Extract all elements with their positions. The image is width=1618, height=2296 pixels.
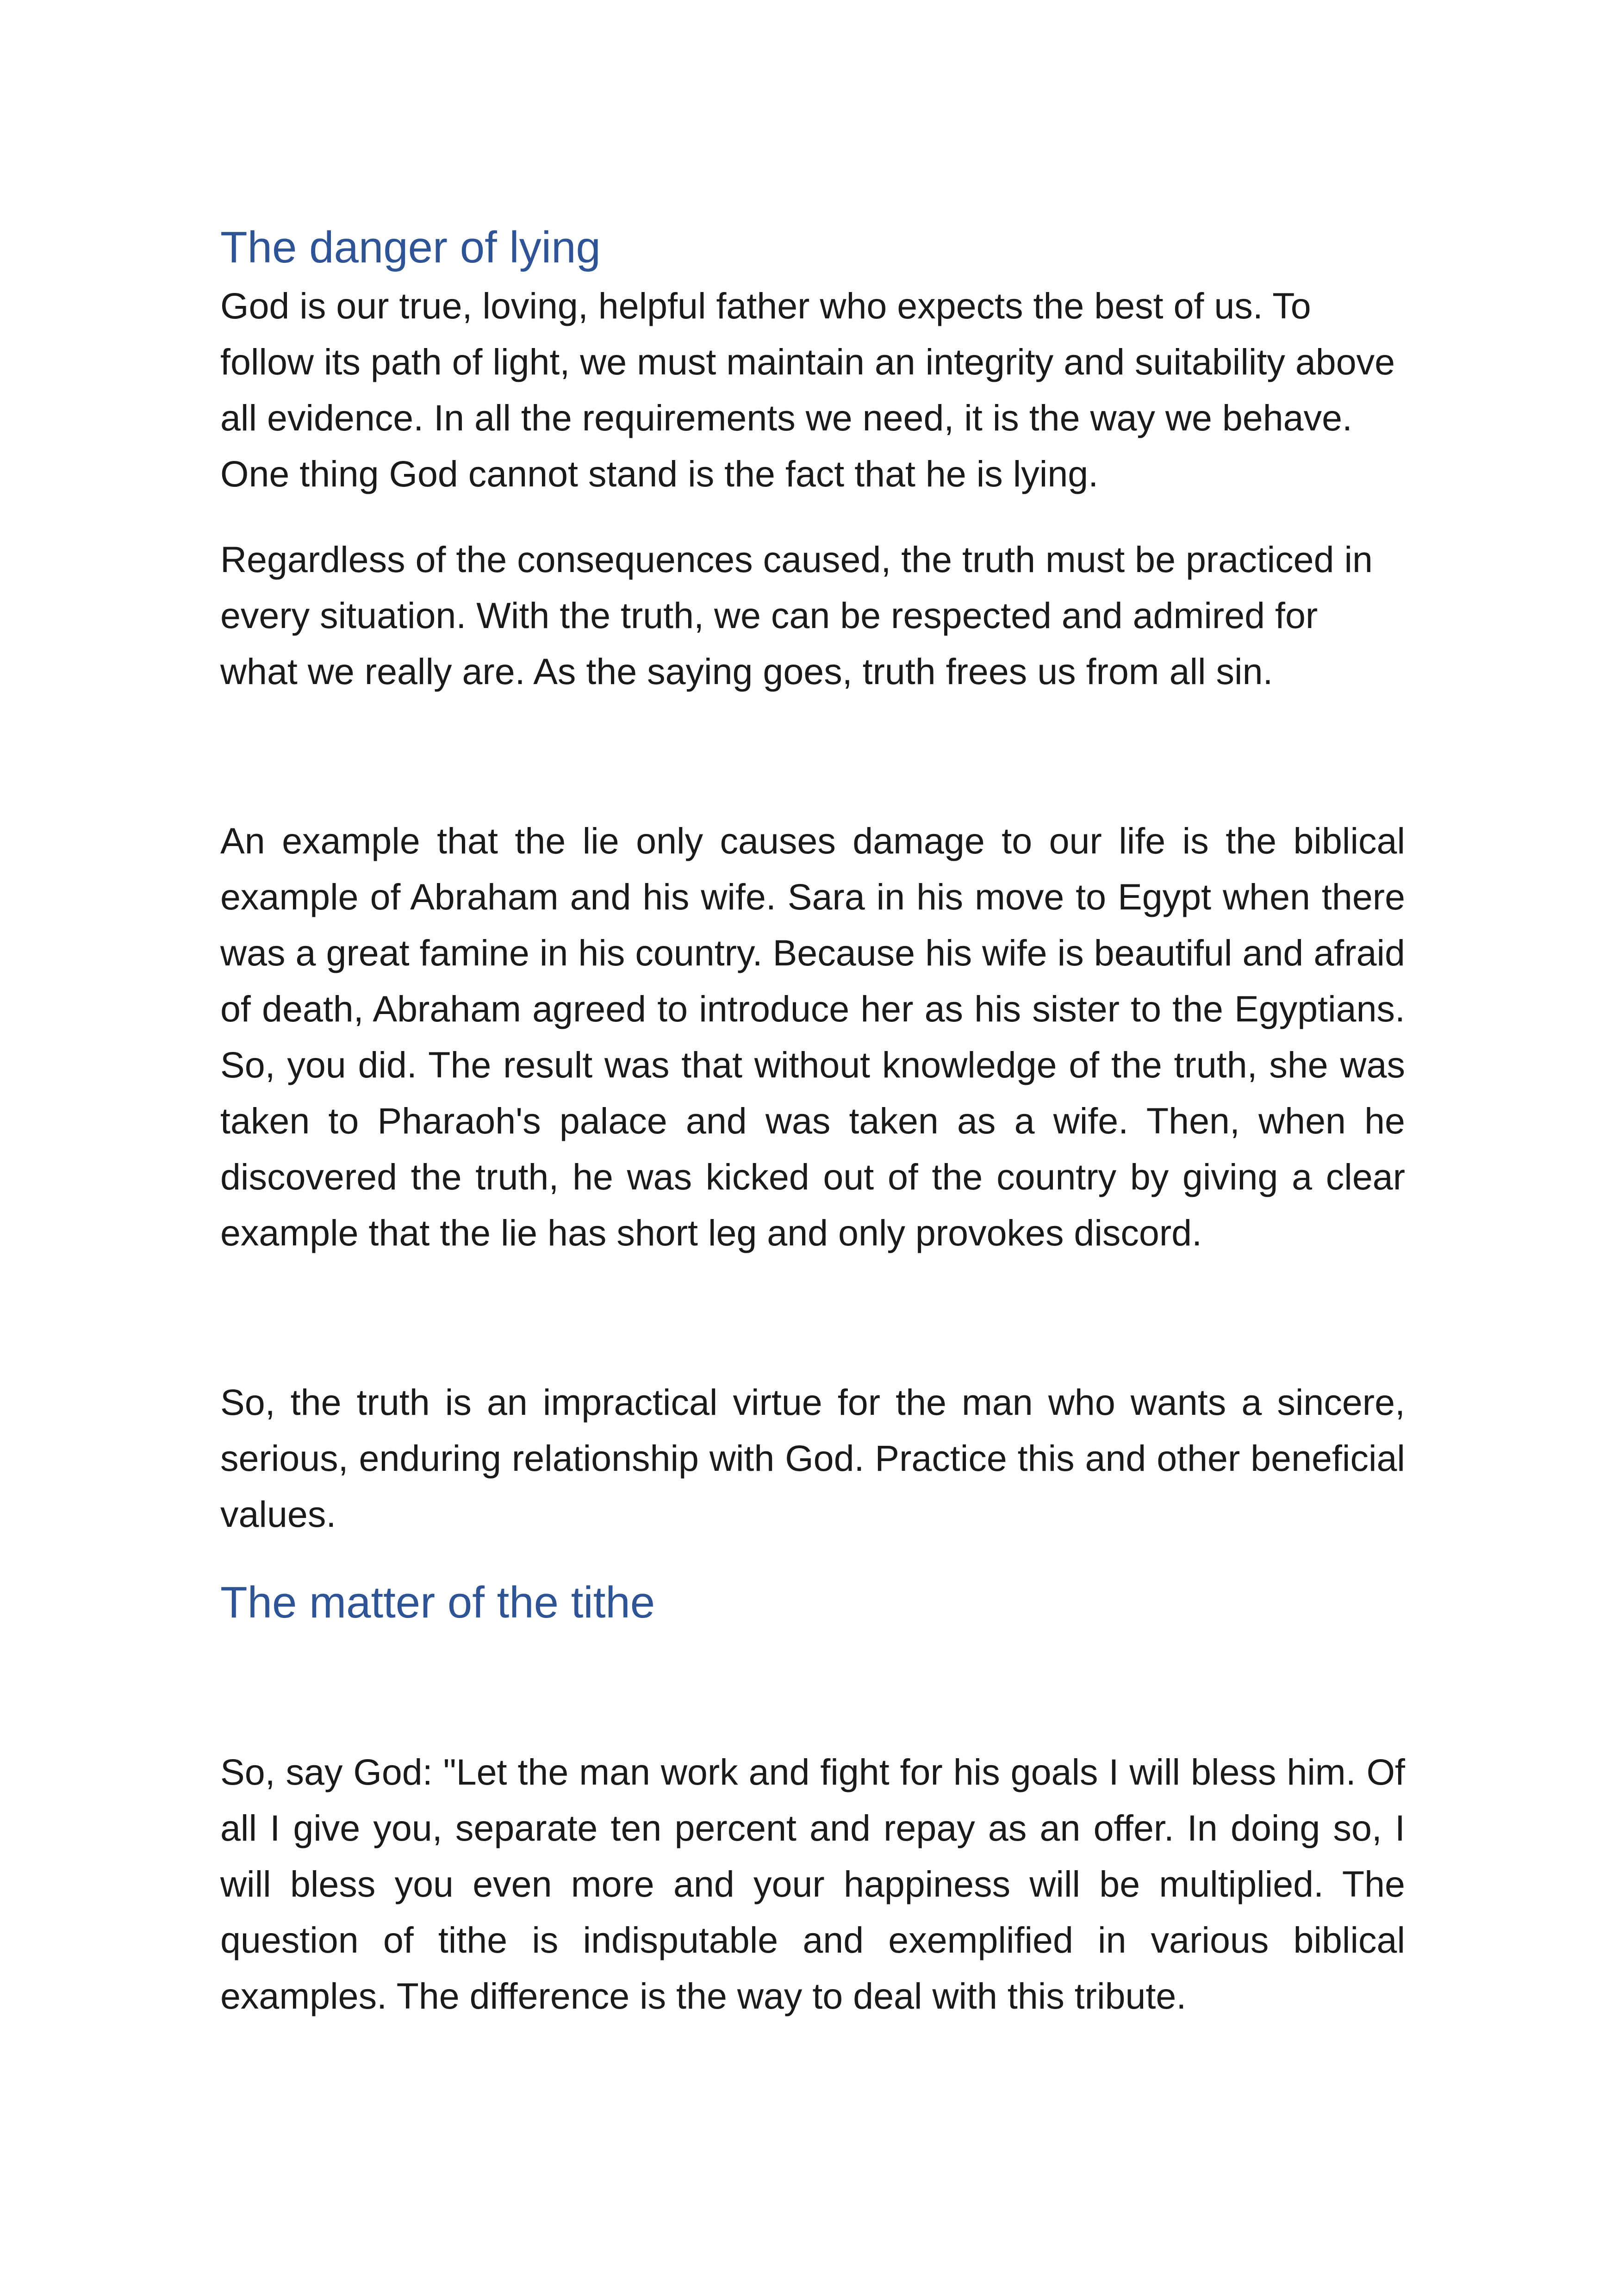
paragraph-truth-virtue: So, the truth is an impractical virtue for the man who wants a sincere, serious, enduring relationship with God. Practice this and other beneficial values. — [220, 1381, 1405, 1535]
section-heading-danger-of-lying: The danger of lying — [220, 223, 601, 272]
paragraph-god-true-father: God is our true, loving, helpful father who expects the best of us. To follow its path of light, we must maintain an integrity and suitability above all evidence. In all the requirements we need, it is the way we behave. One thing God cannot stand is the fact that he is lying. — [220, 285, 1395, 494]
paragraph-tithe: So, say God: "Let the man work and fight for his goals I will bless him. Of all I give you, separate ten percent and repay as an offer. In doing so, I will bless you even more and your happiness will be multiplied. The question of tithe is indisputable and exemplified in various biblical examples. The difference is the way to deal with this tribute. — [220, 1751, 1405, 2016]
section-heading-matter-of-tithe: The matter of the tithe — [220, 1578, 655, 1627]
paragraph-truth-practiced: Regardless of the consequences caused, the truth must be practiced in every situation. With the truth, we can be respected and admired for what we really are. As the saying goes, truth frees us from all sin. — [220, 539, 1373, 692]
paragraph-abraham-example: An example that the lie only causes damage to our life is the biblical example of Abraham and his wife. Sara in his move to Egypt when there was a great famine in his country. Because his wife is beautiful and afraid of death, Abraham agreed to introduce her as his sister to the Egyptians. So, you did. The result was that without knowledge of the truth, she was taken to Pharaoh's palace and was taken as a wife. Then, when he discovered the truth, he was kicked out of the country by giving a clear example that the lie has short leg and only provokes discord. — [220, 820, 1405, 1253]
document-body — [220, 218, 1405, 2024]
